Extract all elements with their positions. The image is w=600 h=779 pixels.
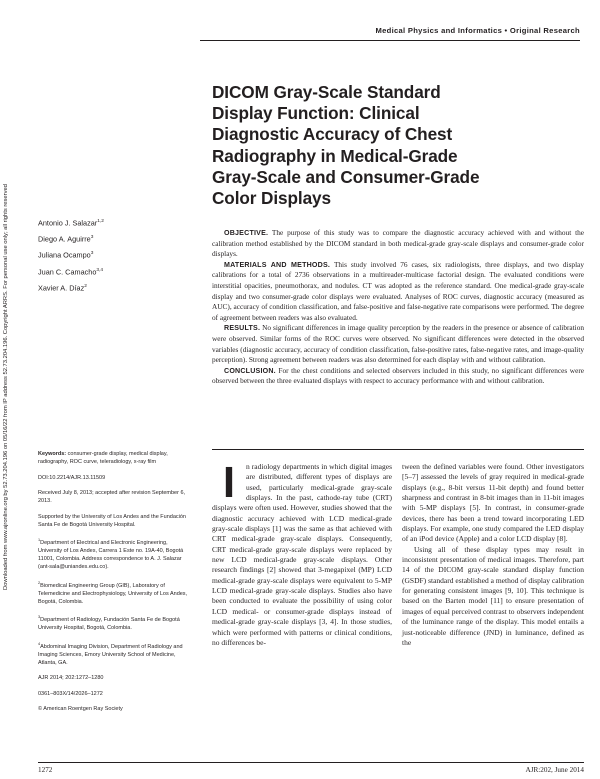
article-title <box>212 82 584 209</box>
author: Juliana Ocampo$^3$ <box>38 250 94 260</box>
author: Xavier A. Díaz$^2$ <box>38 283 87 293</box>
abstract-methods: MATERIALS AND METHODS. This study involved 76 cases, six radiologists, three displays, and two display calibrations for a total of 2736 observations in a multireader-multicase factorial design. The evaluated conditions were interstitial opacities, pneumothorax, and nodules. CT was adopted as the reference standard. One medical-grade gray-scale display and two consumer-grade color displays were evaluated. Analyses of ROC curves, diagnostic accuracy (measured as AUC), accuracy of condition classification, and false-positive and false-negative rate comparisons were performed. The degree of agreement between readers was also evaluated. <box>212 259 584 322</box>
affiliation: $^1$Department of Electrical and Electronic Engineering, University of Los Andes, Carrera 1 Este no. 19A-40, Bogotá 11001, Colombia. Address correspondence to A. J. Salazar (ant-sala@uniandes.edu.co). <box>38 538 184 571</box>
author-list <box>38 215 198 296</box>
issn: 0361–803X/14/2026–1272 <box>38 690 103 697</box>
abstract <box>212 228 584 387</box>
abstract-conclusion: CONCLUSION. For the chest conditions and selected observers included in this study, no significant differences were observed between the three evaluated displays with respect to accuracy performance with and without calibration. <box>212 365 584 386</box>
section-header: Medical Physics and Informatics • Original Research <box>375 26 580 35</box>
body-paragraph: tween the defined variables were found. Other investigators [5–7] assessed the levels of gray required in medical-grade displays (e.g., 8-bit versus 11-bit depth) and found better sharpness and contrast in 8-bit images than in 11-bit images with 5-MP displays [5]. In contrast, in consumer-grade devices, there has been a trend toward incorporating LED displays. For example, one study compared the LED display of an iPod device (Apple) and a color LCD display [8]. <box>402 462 584 544</box>
affiliation: $^2$Biomedical Engineering Group (GIB), Laboratory of Telemedicine and Electrophysiology, University of Los Andes, Bogotá, Colombia. <box>38 580 188 605</box>
author: Diego A. Aguirre$^3$ <box>38 234 94 244</box>
body-paragraph: Using all of these display types may result in inconsistent presentation of medical images. Therefore, part 14 of the DICOM gray-scale standard display function (GSDF) standard established a method of display calibration for generating consistent images [9, 10]. This technique is based on the Barten model [11] to ensure presentation of images of equal perceived contrast to observers independent of the luminance range of the display. This model entails a just-noticeable difference (JND) in luminance, defined as the <box>402 544 584 647</box>
doi: DOI:10.2214/AJR.13.11509 <box>38 474 106 481</box>
body-column-right <box>402 462 584 648</box>
title-line: Gray-Scale and Consumer-Grade <box>212 166 480 187</box>
title-line: Color Displays <box>212 188 331 209</box>
funding-note: Supported by the University of Los Andes and the Fundación Santa Fe de Bogotá University Hospital. <box>38 513 186 528</box>
download-watermark: Downloaded from www.ajronline.org by 52.73.204.196 on 05/16/22 from IP address 52.73.204.196. Copyright ARRS. For personal use only; all rights reserved <box>3 184 9 590</box>
abstract-objective: OBJECTIVE. The purpose of this study was to compare the diagnostic accuracy achieved with and without the calibration method established by the DICOM standard in both medical-grade gray-scale displays and consumer-grade color displays. <box>212 228 584 259</box>
title-line: DICOM Gray-Scale Standard <box>212 82 441 102</box>
abstract-results: RESULTS. No significant differences in image quality perception by the readers in the presence or absence of calibration were observed. Similar forms of the ROC curves were observed. No significant differences were detected in the observed variables (diagnostic accuracy, accuracy of condition classification, false-positive rates, false-negative rates, and image-quality perception). Strong agreement between readers was also determined for each display with and without calibration. <box>212 323 584 365</box>
author: Juan C. Camacho$^{3,4}$ <box>38 267 104 277</box>
citation: AJR 2014; 202:1272–1280 <box>38 675 104 682</box>
author: Antonio J. Salazar$^{1,2}$ <box>38 218 104 228</box>
affiliation: $^4$Abdominal Imaging Division, Department of Radiology and Imaging Sciences, Emory University School of Medicine, Atlanta, GA. <box>38 641 183 666</box>
page-number: 1272 <box>38 766 53 774</box>
article-notes <box>38 450 193 721</box>
journal-reference: AJR:202, June 2014 <box>525 766 584 774</box>
keywords: Keywords: consumer-grade display, medical display, radiography, ROC curve, teleradiology, x-ray film <box>38 451 168 466</box>
drop-cap: I <box>222 458 236 507</box>
header-rule <box>200 40 580 41</box>
body-paragraph: I n radiology departments in which digital images are distributed, different types of displays are used, particularly medical-grade gray-scale displays. In the past, cathode-ray tube (CRT) displays were often used. However, studies showed that the diagnostic accuracy achieved with LCD medical-grade gray-scale displays [1] was the same as that achieved with CRT medical-grade gray-scale displays. Consequently, CRT medical-grade gray-scale displays were replaced by new LCD medical-grade gray-scale displays. Other research findings [2] showed that 3-megapixel (MP) LCD medical-grade gray-scale displays were equivalent to 5-MP LCD medical-grade gray-scale displays. Studies also have been conducted to evaluate the possibility of using color LCD medical- or consumer-grade displays instead of medical-grade gray-scale displays [3, 4]. In those studies, which were performed with patterns or clinical conditions, no differences be- <box>212 458 392 647</box>
abstract-rule <box>212 449 584 450</box>
body-column-left <box>212 458 392 648</box>
title-line: Radiography in Medical-Grade <box>212 145 458 166</box>
affiliation: $^3$Department of Radiology, Fundación Santa Fe de Bogotá University Hospital, Bogotá, Colombia. <box>38 615 180 632</box>
title-line: Display Function: Clinical <box>212 103 420 124</box>
title-line: Diagnostic Accuracy of Chest <box>212 124 453 145</box>
footer-rule <box>38 762 584 763</box>
copyright: © American Roentgen Ray Society <box>38 706 123 713</box>
received-dates: Received July 8, 2013; accepted after revision September 6, 2013. <box>38 490 186 505</box>
